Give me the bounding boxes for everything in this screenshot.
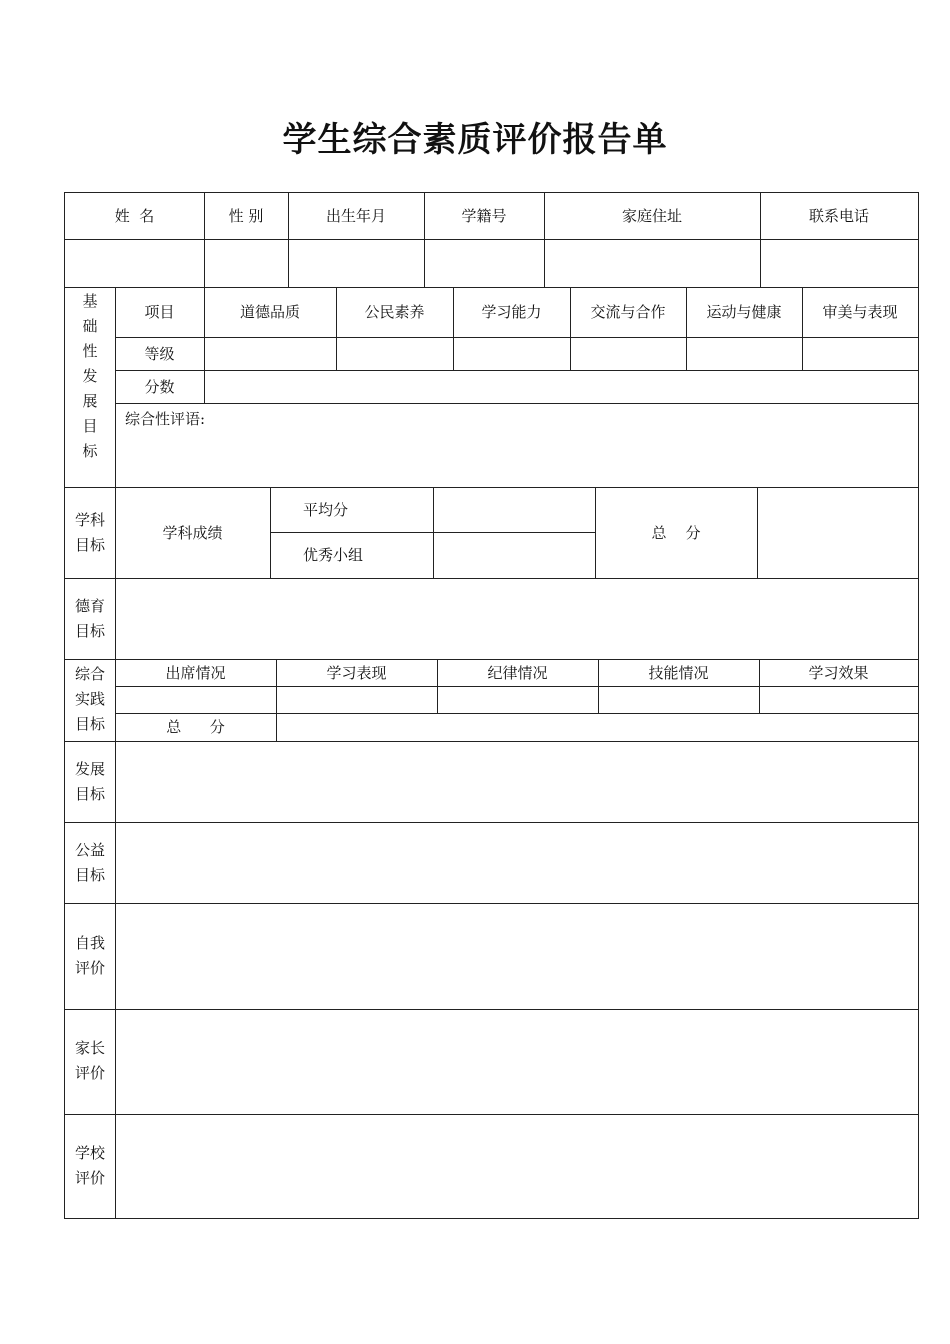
practice-total-label: 总 分 — [166, 718, 225, 736]
moral-goal-label: 德育 目标 — [74, 597, 105, 640]
row-divider — [115, 403, 918, 404]
input-phone[interactable] — [760, 239, 918, 287]
basic-item-moral: 道德品质 — [239, 303, 300, 321]
header-address: 家庭住址 — [621, 207, 682, 225]
subject-results-label: 学科成绩 — [162, 523, 223, 542]
subject-total-input[interactable] — [757, 487, 918, 578]
practice-attendance: 出席情况 — [165, 663, 226, 682]
grade-input-learning[interactable] — [453, 337, 570, 370]
input-student-id[interactable] — [424, 239, 544, 287]
practice-effect: 学习效果 — [808, 663, 869, 682]
practice-discipline-input[interactable] — [437, 686, 598, 713]
evaluation-form — [64, 192, 919, 1219]
subject-total-label: 总 分 — [651, 523, 701, 542]
header-student-id: 学籍号 — [461, 207, 507, 225]
basic-item-learning: 学习能力 — [481, 303, 542, 321]
comprehensive-comment-label: 综合性评语: — [125, 410, 206, 428]
school-eval-label: 学校 评价 — [74, 1144, 105, 1187]
practice-skills: 技能情况 — [648, 663, 709, 682]
basic-item-aesthetic: 审美与表现 — [822, 303, 898, 321]
subject-goal-label: 学科 目标 — [74, 511, 105, 554]
subject-group-input[interactable] — [433, 532, 595, 578]
grade-input-communication[interactable] — [570, 337, 686, 370]
basic-item-communication: 交流与合作 — [590, 303, 666, 321]
page-title: 学生综合素质评价报告单 — [282, 120, 668, 160]
input-gender[interactable] — [204, 239, 288, 287]
welfare-goal-area[interactable] — [115, 822, 918, 903]
practice-total-input[interactable] — [276, 713, 918, 741]
basic-item-header: 项目 — [144, 303, 175, 321]
subject-average-label: 平均分 — [303, 500, 349, 519]
self-eval-area[interactable] — [115, 903, 918, 1009]
grade-input-civic[interactable] — [336, 337, 453, 370]
basic-item-civic: 公民素养 — [364, 303, 425, 321]
grade-input-sport[interactable] — [686, 337, 802, 370]
development-goal-label: 发展 目标 — [74, 760, 105, 803]
input-address[interactable] — [544, 239, 760, 287]
basic-score-label: 分数 — [144, 377, 175, 396]
practice-discipline: 纪律情况 — [487, 663, 548, 682]
welfare-goal-label: 公益 目标 — [74, 841, 105, 884]
grade-input-aesthetic[interactable] — [802, 337, 918, 370]
moral-goal-area[interactable] — [115, 578, 918, 659]
practice-goal-label: 综合 实践 目标 — [74, 665, 105, 733]
practice-performance: 学习表现 — [326, 663, 387, 682]
subject-group-label: 优秀小组 — [303, 546, 364, 564]
header-name: 姓 名 — [114, 207, 155, 225]
practice-performance-input[interactable] — [276, 686, 437, 713]
basic-score-input[interactable] — [204, 370, 918, 403]
practice-effect-input[interactable] — [759, 686, 918, 713]
input-birth[interactable] — [288, 239, 424, 287]
self-eval-label: 自我 评价 — [74, 934, 105, 977]
parent-eval-area[interactable] — [115, 1009, 918, 1114]
subject-average-input[interactable] — [433, 487, 595, 532]
comprehensive-comment-area[interactable] — [115, 425, 918, 487]
school-eval-area[interactable] — [115, 1114, 918, 1218]
input-name[interactable] — [65, 239, 204, 287]
basic-grade-label: 等级 — [144, 344, 175, 363]
development-goal-area[interactable] — [115, 741, 918, 822]
practice-attendance-input[interactable] — [115, 686, 276, 713]
grade-input-moral[interactable] — [204, 337, 336, 370]
practice-skills-input[interactable] — [598, 686, 759, 713]
header-gender: 性 别 — [228, 207, 264, 225]
header-birth: 出生年月 — [325, 207, 386, 225]
parent-eval-label: 家长 评价 — [74, 1039, 105, 1082]
basic-goal-label: 基 础 性 发 展 目 标 — [82, 292, 98, 460]
header-phone: 联系电话 — [808, 207, 869, 225]
basic-item-sport: 运动与健康 — [706, 303, 782, 321]
